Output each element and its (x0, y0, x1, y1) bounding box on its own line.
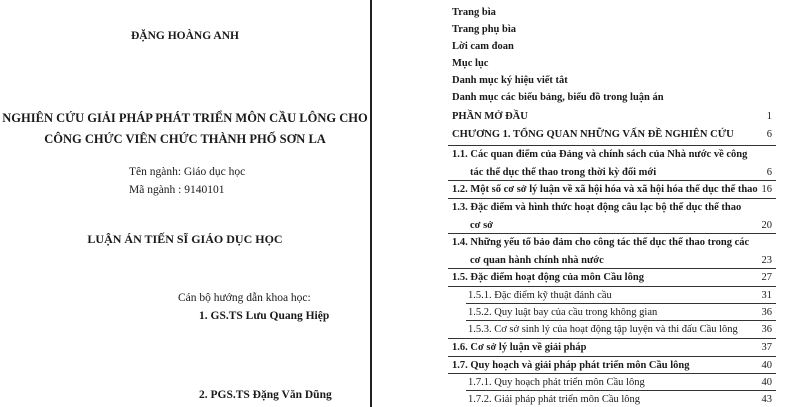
toc-page-number: 6 (766, 167, 772, 178)
toc-rule (448, 356, 776, 357)
thesis-title (0, 108, 370, 150)
toc-item: 1.4. Những yếu tố bảo đảm cho công tác thể dục thể thao trong các (452, 237, 750, 248)
toc-item: cơ quan hành chính nhà nước 23 (470, 255, 772, 266)
cover-page (0, 0, 370, 407)
toc-rule (448, 145, 776, 146)
toc-item: 1.7. Quy hoạch và giải pháp phát triển môn Cầu lông 40 (452, 360, 772, 371)
toc-page-number: 37 (761, 342, 772, 353)
field-name: Tên ngành: Giáo dục học (129, 166, 246, 178)
toc-rule (448, 268, 776, 269)
toc-item: CHƯƠNG 1. TỔNG QUAN NHỮNG VẤN ĐỀ NGHIÊN CỨU 6 (452, 129, 772, 140)
toc-page-number: 16 (761, 184, 772, 195)
supervisor-label: Cán bộ hướng dẫn khoa học: (178, 292, 311, 304)
toc-page-number: 40 (761, 377, 772, 388)
thesis-title-line1: NGHIÊN CỨU GIẢI PHÁP PHÁT TRIỂN MÔN CẦU LÔNG CHO (2, 111, 368, 125)
toc-item: 1.2. Một số cơ sở lý luận về xã hội hóa và xã hội hóa thể dục thể thao 16 (452, 184, 772, 195)
toc-subitem: 1.5.3. Cơ sở sinh lý của hoạt động tập luyện và thi đấu Cầu lông 36 (468, 324, 772, 335)
toc-page-number: 1 (766, 111, 772, 122)
toc-item: Lời cam đoan (452, 41, 514, 52)
toc-rule (448, 373, 776, 374)
toc-page-number: 36 (761, 324, 772, 335)
toc-rule (448, 338, 776, 339)
toc-subitem: 1.7.1. Quy hoạch phát triển môn Cầu lông 40 (468, 377, 772, 388)
author-name: ĐẶNG HOÀNG ANH (131, 30, 239, 42)
toc-subitem: 1.5.2. Quy luật bay của cầu trong không gian 36 (468, 307, 772, 318)
toc-page-number: 20 (761, 220, 772, 231)
toc-item: Trang phụ bìa (452, 24, 516, 35)
toc-item: Mục lục (452, 58, 489, 69)
toc-rule (448, 286, 776, 287)
toc-item: PHẦN MỞ ĐẦU 1 (452, 111, 772, 122)
toc-item: cơ sở 20 (470, 220, 772, 231)
toc-page-number: 36 (761, 307, 772, 318)
toc-item: tác thể dục thể thao trong thời kỳ đổi mới 6 (470, 167, 772, 178)
toc-rule (466, 320, 776, 321)
supervisor-1: 1. GS.TS Lưu Quang Hiệp (199, 310, 330, 322)
toc-rule (448, 233, 776, 234)
field-code: Mã ngành : 9140101 (129, 184, 225, 196)
toc-item: Danh mục các biểu bảng, biểu đồ trong luận án (452, 92, 664, 103)
toc-rule (466, 390, 776, 391)
toc-item: 1.1. Các quan điểm của Đảng và chính sách của Nhà nước về công (452, 149, 748, 160)
toc-page-number: 31 (761, 290, 772, 301)
toc-rule (466, 303, 776, 304)
toc-page-number: 27 (761, 272, 772, 283)
toc-item: 1.5. Đặc điểm hoạt động của môn Cầu lông 27 (452, 272, 772, 283)
toc-page-number: 6 (766, 129, 772, 140)
toc-item: 1.3. Đặc điểm và hình thức hoạt động câu lạc bộ thể dục thể thao (452, 202, 742, 213)
thesis-type: LUẬN ÁN TIẾN SĨ GIÁO DỤC HỌC (87, 232, 283, 246)
toc-page-number: 23 (761, 255, 772, 266)
toc-rule (448, 198, 776, 199)
toc-item: Trang bìa (452, 7, 496, 18)
supervisor-2: 2. PGS.TS Đặng Văn Dũng (199, 389, 332, 401)
toc-rule (448, 180, 776, 181)
toc-item: 1.6. Cơ sở lý luận về giải pháp 37 (452, 342, 772, 353)
toc-item: Danh mục ký hiệu viết tắt (452, 75, 568, 86)
toc-page-number: 43 (761, 394, 772, 405)
toc-subitem: 1.7.2. Giải pháp phát triển môn Cầu lông 43 (468, 394, 772, 405)
thesis-title-line2: CÔNG CHỨC VIÊN CHỨC THÀNH PHỐ SƠN LA (44, 132, 326, 146)
toc-page-number: 40 (761, 360, 772, 371)
toc-subitem: 1.5.1. Đặc điểm kỹ thuật đánh cầu 31 (468, 290, 772, 301)
